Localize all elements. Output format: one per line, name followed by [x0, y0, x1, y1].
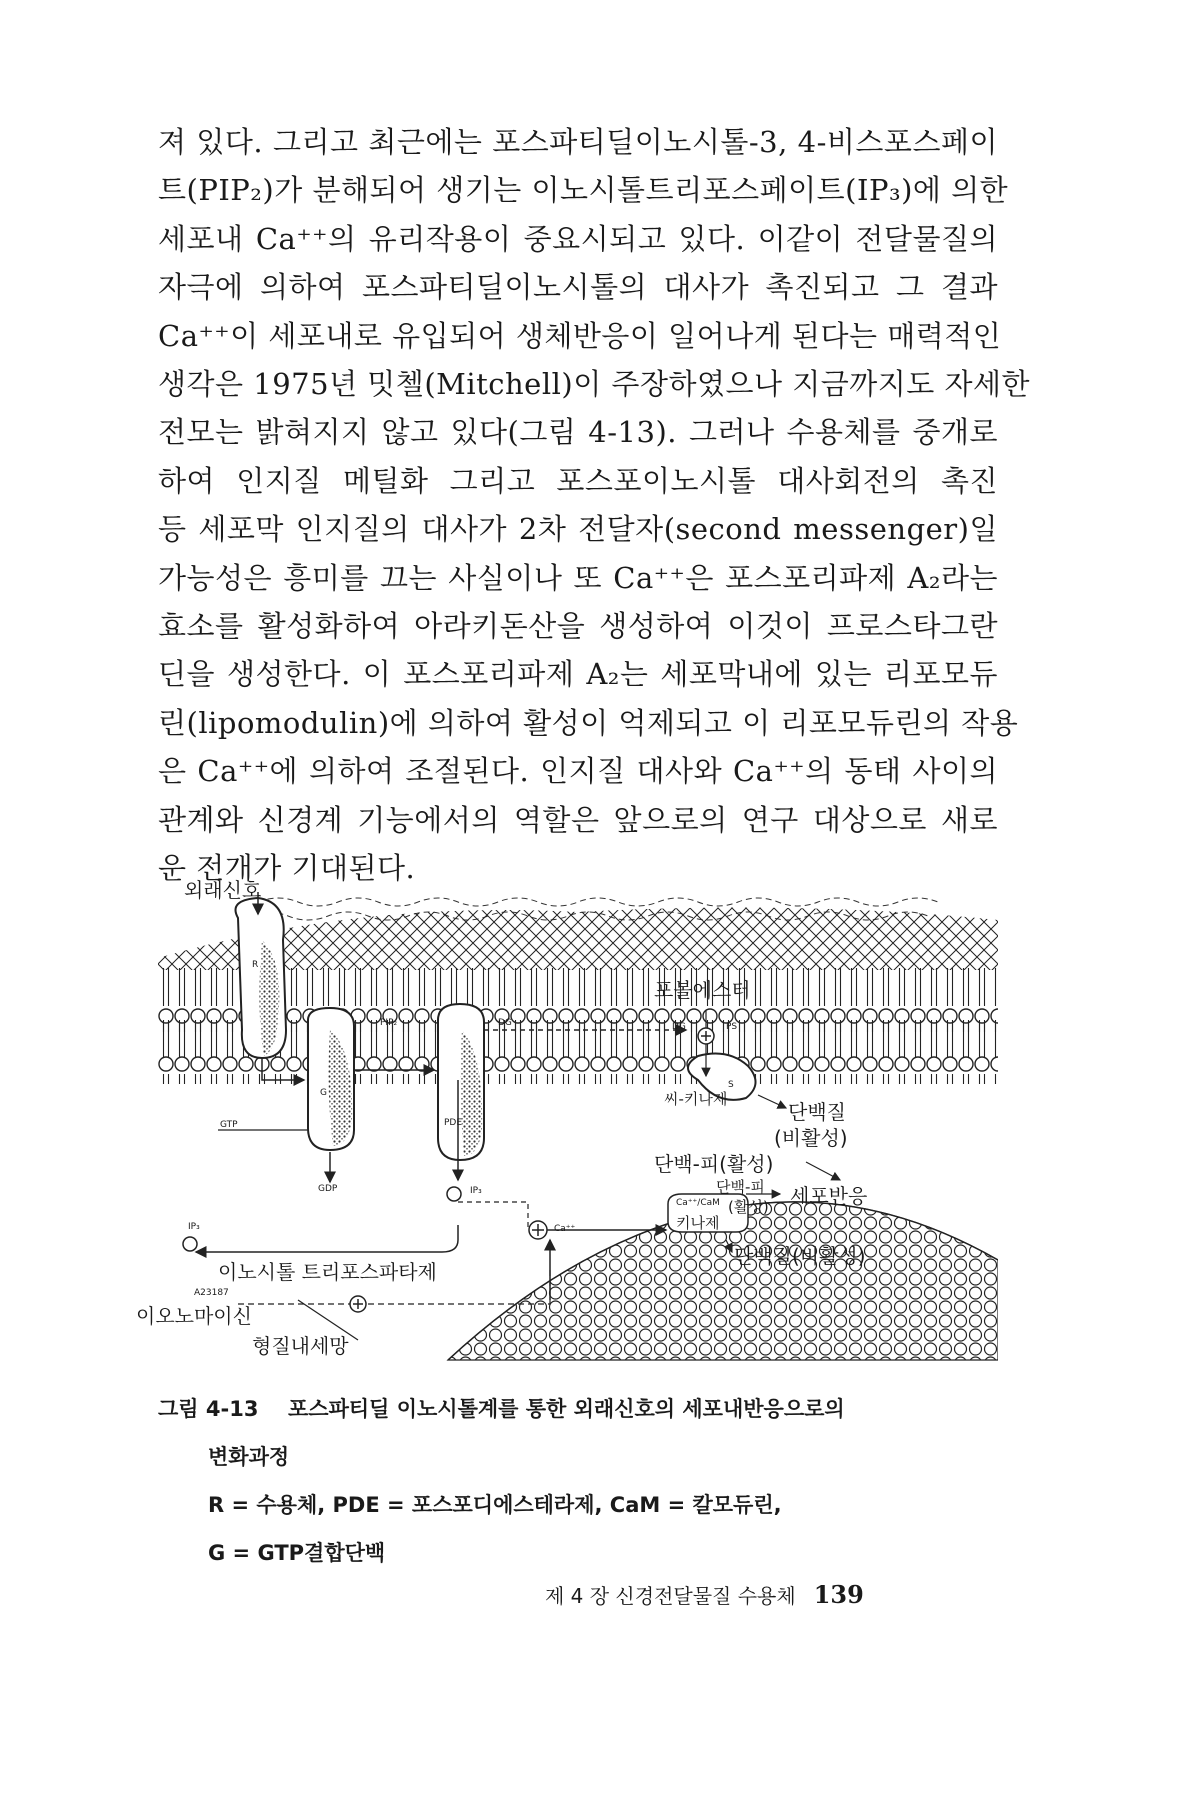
- active-label: (활성): [728, 1198, 769, 1216]
- text-line: 져 있다. 그리고 최근에는 포스파티딜이노시톨-3, 4-비스포스페이: [158, 125, 998, 159]
- text-line: 전모는 밝혀지지 않고 있다(그림 4-13). 그러나 수용체를 중개로: [158, 415, 998, 450]
- c-kinase-label: 씨-키나제: [664, 1090, 728, 1108]
- text-line: 관계와 신경계 기능에서의 역할은 앞으로의 연구 대상으로 새로: [158, 802, 998, 837]
- text-line: 등 세포막 인지질의 대사가 2차 전달자(second messenger)일: [158, 512, 998, 547]
- page-footer: [545, 1580, 864, 1609]
- ca-cam-label: Ca⁺⁺/CaM: [676, 1198, 720, 1208]
- figure-caption: [158, 1385, 1008, 1577]
- caption-title-2: 변화과정: [208, 1445, 290, 1469]
- text-line: 자극에 의하여 포스파티딜이노시톨의 대사가 촉진되고 그 결과: [158, 270, 998, 305]
- external-signal-label: 외래신호: [184, 878, 262, 902]
- gtp-label: GTP: [220, 1120, 238, 1130]
- figure-number: 그림 4-13: [158, 1397, 259, 1421]
- protein-p-active-label: 단백-피(활성): [654, 1152, 774, 1176]
- text-line: 하여 인지질 메틸화 그리고 포스포이노시톨 대사회전의 촉진: [158, 463, 998, 498]
- ps-label: PS: [726, 1022, 738, 1032]
- text-line: 운 전개가 기대된다.: [158, 851, 416, 886]
- kinase-label: 키나제: [676, 1214, 720, 1232]
- text-line: 트(PIP₂)가 분해되어 생기는 이노시톨트리포스페이트(IP₃)에 의한: [158, 173, 1009, 208]
- text-line: 딘을 생성한다. 이 포스포리파제 A₂는 세포막내에 있는 리포모듀: [158, 657, 998, 692]
- g-protein-label: G: [320, 1088, 327, 1098]
- protein-p-label: 단백-피: [716, 1178, 765, 1196]
- chapter-title: 제 4 장 신경전달물질 수용체: [545, 1584, 796, 1608]
- caption-title-1: 포스파티딜 이노시톨계를 통한 외래신호의 세포내반응으로의: [288, 1397, 845, 1421]
- gdp-label: GDP: [318, 1184, 338, 1194]
- protein-inactive-2-label: 단백질(비활성): [734, 1244, 866, 1268]
- protein-inactive-paren-label: (비활성): [774, 1126, 848, 1150]
- er-label: 형질내세망: [252, 1334, 349, 1358]
- receptor-label: R: [252, 960, 259, 970]
- cell-response-label: 세포반응: [790, 1184, 868, 1208]
- caption-legend-1: R = 수용체, PDE = 포스포디에스테라제, CaM = 칼모듀린,: [208, 1493, 782, 1517]
- phorbol-ester-label: 포볼에스터: [654, 978, 751, 1002]
- text-line: 가능성은 흥미를 끄는 사실이나 또 Ca⁺⁺은 포스포리파제 A₂라는: [158, 560, 998, 595]
- text-line: 효소를 활성화하여 아라키돈산을 생성하여 이것이 프로스타그란: [158, 609, 998, 644]
- text-line: 생각은 1975년 밋첼(Mitchell)이 주장하였으나 지금까지도 자세한: [158, 367, 1031, 402]
- ip3-label-b: IP₃: [188, 1222, 200, 1232]
- text-line: 세포내 Ca⁺⁺의 유리작용이 중요시되고 있다. 이같이 전달물질의: [158, 221, 998, 256]
- caption-legend-2: G = GTP결합단백: [208, 1541, 386, 1565]
- s-site-label: S: [728, 1080, 734, 1090]
- text-line: 은 Ca⁺⁺에 의하여 조절된다. 인지질 대사와 Ca⁺⁺의 동태 사이의: [158, 754, 998, 789]
- dg-label: DG: [498, 1018, 512, 1028]
- pip2-label: PIP₂: [380, 1018, 398, 1028]
- membrane-diagram-drawing: [158, 880, 998, 1370]
- inositol-triphosphatase-label: 이노시톨 트리포스파타제: [218, 1260, 437, 1284]
- text-line: 린(lipomodulin)에 의하여 활성이 억제되고 이 리포모듀린의 작용: [158, 705, 1019, 740]
- protein-inactive-label: 단백질: [788, 1100, 846, 1124]
- ionomycin-label: 이오노마이신: [136, 1304, 252, 1328]
- page-number: 139: [813, 1580, 864, 1609]
- a23187-label: A23187: [194, 1288, 229, 1298]
- ca-label: Ca⁺⁺: [554, 1224, 576, 1234]
- pde-label: PDE: [444, 1118, 463, 1128]
- dg-label-2: DG: [672, 1022, 686, 1032]
- ip3-label-a: IP₃: [470, 1186, 482, 1196]
- text-line: Ca⁺⁺이 세포내로 유입되어 생체반응이 일어나게 된다는 매력적인: [158, 318, 1002, 353]
- membrane-diagram: [136, 878, 998, 1370]
- body-text: [158, 118, 1031, 893]
